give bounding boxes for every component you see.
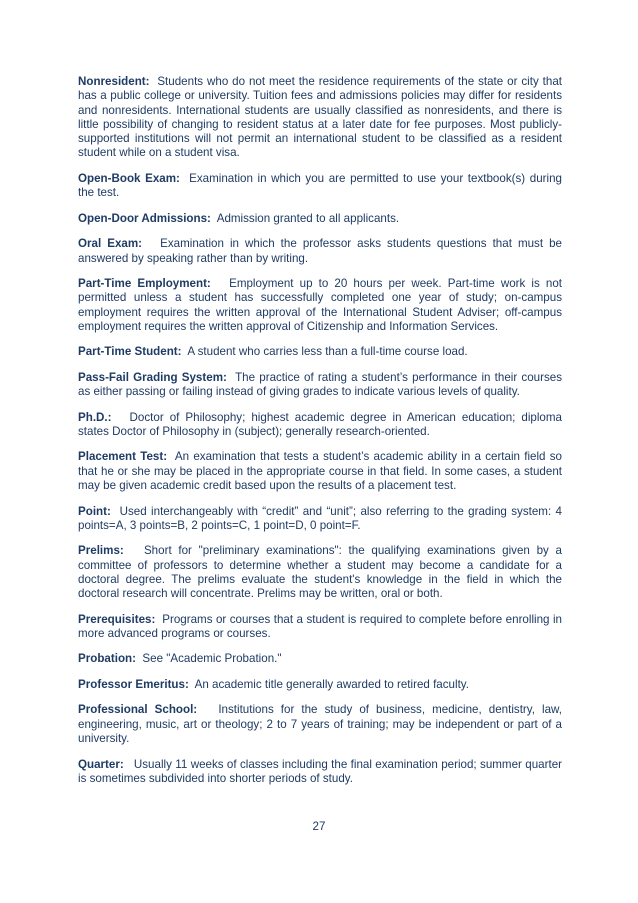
glossary-entry-open-door-admissions	[78, 212, 562, 226]
glossary-definition: Students who do not meet the residence requirements of the state or city that has a public college or university. Tuition fees and admissions policies may differ for residents and nonresidents. International students are usually classified as nonresidents, and there is little possibility of changing to resident status at a later date for fee purposes. Most publicly-supported institutions will not permit an international student to be classified as a resident student while on a student visa.	[78, 75, 562, 160]
glossary-definition: Examination in which you are permitted to use your textbook(s) during the test.	[78, 171, 562, 200]
glossary-definition: The practice of rating a student’s performance in their courses as either passing or failing instead of giving grades to indicate various levels of quality.	[78, 370, 563, 399]
glossary-entry-professional-school	[78, 703, 562, 746]
glossary-entry-open-book-exam	[78, 172, 562, 201]
glossary-entry-prelims	[78, 544, 562, 601]
glossary-entry-part-time-student	[78, 345, 562, 359]
glossary-term: Placement Test:	[78, 450, 168, 464]
glossary-term: Oral Exam:	[78, 237, 143, 251]
glossary-definition: Doctor of Philosophy; highest academic degree in American education; diploma states Doctor of Philosophy in (subject); generally research-oriented.	[78, 410, 562, 438]
glossary-definition: Programs or courses that a student is required to complete before enrolling in more advanced programs or courses.	[78, 612, 562, 640]
glossary-definition: An examination that tests a student’s academic ability in a certain field so that he or she may be placed in the appropriate course in that field. In some cases, a student may be given academic credit based upon the results of a placement test.	[78, 450, 562, 493]
glossary-definition: An academic title generally awarded to retired faculty.	[194, 677, 469, 691]
glossary-entry-probation	[78, 652, 562, 666]
glossary-term: Point:	[78, 504, 111, 518]
glossary-term: Quarter:	[78, 757, 124, 771]
glossary-entry-oral-exam	[78, 237, 562, 266]
glossary-term: Ph.D.:	[78, 410, 112, 424]
glossary-term: Pass-Fail Grading System:	[78, 370, 227, 384]
glossary-term: Prerequisites:	[78, 612, 156, 626]
glossary-definition: Used interchangeably with “credit” and “unit”; also referring to the grading system: 4 points=A, 3 points=B, 2 points=C, 1 point=D, 0 point=F.	[78, 504, 562, 532]
glossary-entry-prerequisites	[78, 613, 562, 642]
glossary-definition: Usually 11 weeks of classes including the final examination period; summer quarter is sometimes subdivided into shorter periods of study.	[78, 757, 562, 785]
glossary-entry-placement-test	[78, 450, 562, 493]
glossary-term: Open-Book Exam:	[78, 171, 180, 185]
glossary-term: Probation:	[78, 652, 136, 666]
page-number: 27	[312, 820, 326, 833]
glossary-entry-point	[78, 505, 562, 534]
glossary-term: Professional School:	[78, 703, 198, 717]
glossary-entry-pass-fail-grading-system	[78, 371, 562, 400]
glossary-entry-part-time-employment	[78, 277, 562, 334]
glossary-definition: Employment up to 20 hours per week. Part-time work is not permitted unless a student has successfully completed one year of study; on-campus employment requires the written approval of the International Student Adviser; off-campus employment requires the written approval of Citizenship and Information Services.	[78, 277, 562, 333]
glossary-entry-quarter	[78, 758, 562, 787]
glossary-entry-professor-emeritus	[78, 678, 562, 692]
glossary-term: Professor Emeritus:	[78, 677, 189, 691]
glossary-term: Part-Time Employment:	[78, 277, 211, 291]
glossary-definition: A student who carries less than a full-time course load.	[187, 345, 468, 359]
glossary-term: Open-Door Admissions:	[78, 211, 211, 225]
glossary-definition: Admission granted to all applicants.	[216, 211, 400, 225]
glossary-definition: Examination in which the professor asks students questions that must be answered by speaking rather than by writing.	[78, 237, 562, 265]
glossary-term: Prelims:	[78, 544, 124, 558]
glossary-entry-phd	[78, 411, 562, 440]
glossary-page	[78, 75, 562, 797]
glossary-entry-nonresident	[78, 75, 562, 161]
glossary-term: Part-Time Student:	[78, 345, 182, 359]
glossary-definition: See "Academic Probation."	[142, 652, 282, 666]
glossary-definition: Institutions for the study of business, medicine, dentistry, law, engineering, music, art or theology; 2 to 7 years of training; may be independent or part of a university.	[78, 703, 562, 746]
glossary-definition: Short for "preliminary examinations": the qualifying examinations given by a committee of professors to determine whether a student may become a candidate for a doctoral degree. The prelims evaluate the student's knowledge in the field in which the doctoral research will concentrate. Prelims may be written, oral or both.	[78, 544, 562, 601]
glossary-term: Nonresident:	[78, 75, 150, 88]
